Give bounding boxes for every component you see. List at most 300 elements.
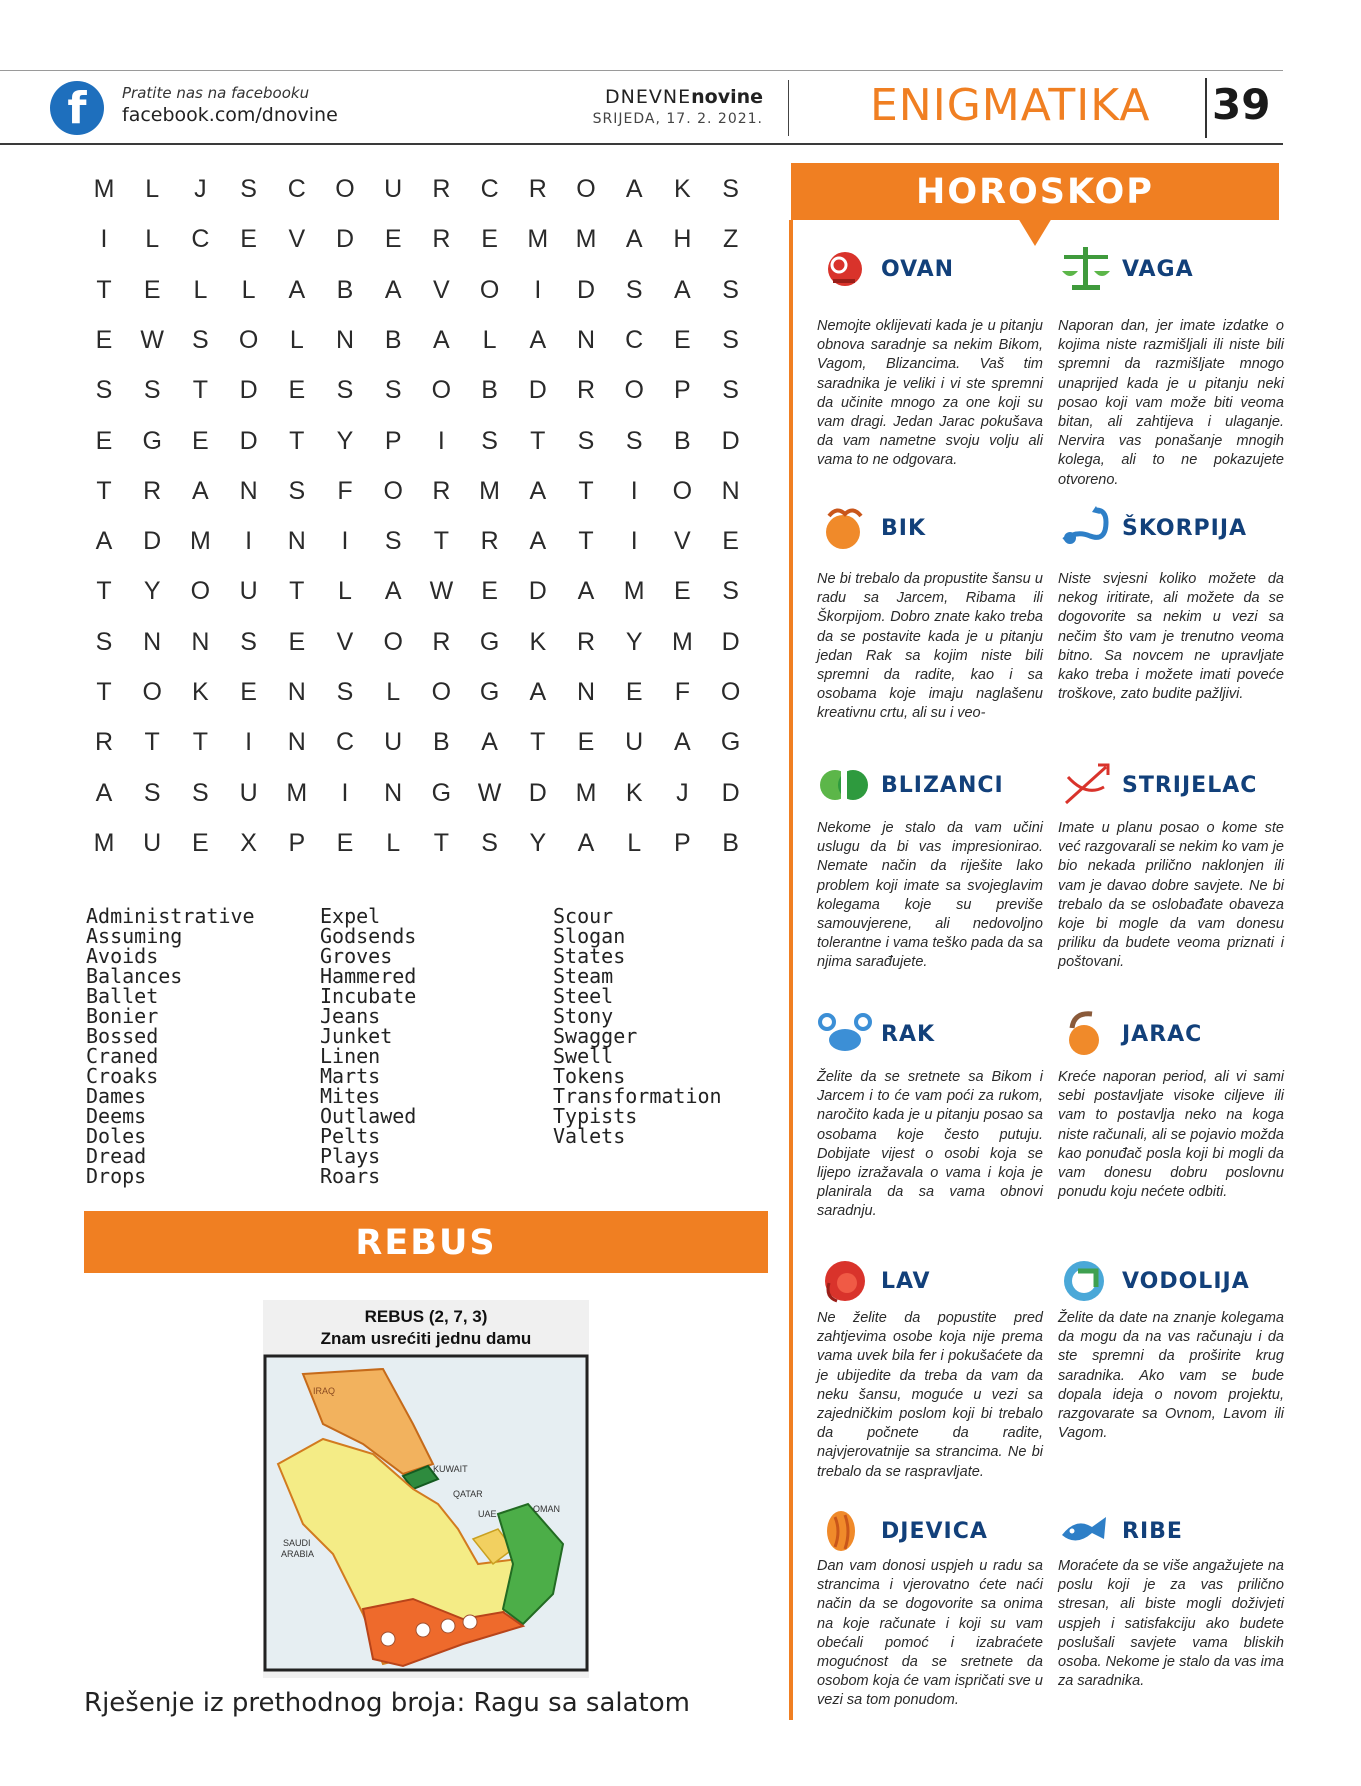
grid-letter: S bbox=[288, 476, 306, 505]
grid-letter: W bbox=[477, 778, 502, 807]
grid-letter: N bbox=[287, 678, 306, 706]
grid-letter: M bbox=[575, 225, 597, 254]
grid-letter: S bbox=[192, 778, 209, 807]
grid-letter: O bbox=[624, 376, 644, 405]
word-list-item: Groves bbox=[320, 944, 393, 968]
facebook-follow-text: Pratite nas na facebooku bbox=[122, 84, 310, 102]
grid-letter: E bbox=[95, 426, 113, 455]
grid-letter: C bbox=[335, 728, 355, 757]
grid-letter: A bbox=[674, 728, 691, 757]
grid-letter: U bbox=[239, 778, 258, 807]
grid-letter: F bbox=[674, 678, 691, 706]
sign-text: Dan vam donosi uspjeh u radu sa strancima i vjerovatno ćete naći način da se dogovorite sa onima na koje računate i koji su vam obećali pomoć i izabraćete mogućnost da se sretnete da osobom koja će vam ispričati sve u vezi sa tom ponudom. bbox=[817, 1558, 1043, 1709]
grid-letter: T bbox=[289, 426, 305, 455]
grid-letter: M bbox=[286, 778, 308, 807]
word-list-item: Bossed bbox=[86, 1024, 159, 1048]
word-list-item: Ballet bbox=[86, 984, 159, 1008]
word-list-item: Tokens bbox=[553, 1064, 626, 1088]
grid-letter: G bbox=[479, 678, 500, 706]
grid-letter: O bbox=[335, 175, 355, 203]
grid-letter: E bbox=[481, 225, 498, 254]
map-label-oman: OMAN bbox=[533, 1504, 560, 1514]
grid-letter: A bbox=[433, 325, 450, 354]
goat-icon bbox=[1056, 1006, 1116, 1062]
grid-letter: V bbox=[336, 627, 354, 656]
grid-letter: V bbox=[288, 225, 306, 254]
grid-letter: T bbox=[96, 476, 112, 505]
map-label-qatar: QATAR bbox=[453, 1489, 483, 1499]
header-bottom-rule bbox=[0, 143, 1283, 145]
grid-letter: B bbox=[336, 275, 354, 304]
grid-letter: L bbox=[193, 275, 208, 304]
word-list-item: Slogan bbox=[553, 924, 626, 948]
grid-row bbox=[84, 427, 764, 467]
grid-letter: N bbox=[576, 325, 596, 354]
grid-row bbox=[84, 527, 764, 567]
sign-text: Imate u planu posao o kome ste već razgovarali se nekim ko vam je bio nekada prilično naklonjen ili vam je davao dobre savjete. Ne bi trebalo da se oslobađate obaveza koje bi mogle da vam donesu priliku da budete veoma priznati i poštovani. bbox=[1058, 820, 1284, 971]
word-list-item: Outlawed bbox=[320, 1104, 417, 1128]
grid-letter: O bbox=[142, 678, 162, 706]
grid-letter: E bbox=[625, 678, 643, 706]
word-list-item: Dread bbox=[86, 1144, 147, 1168]
scorpion-icon bbox=[1056, 500, 1116, 556]
grid-letter: A bbox=[384, 275, 402, 304]
grid-letter: L bbox=[482, 325, 497, 354]
grid-letter: B bbox=[722, 828, 739, 857]
grid-letter: A bbox=[481, 728, 498, 757]
grid-letter: V bbox=[433, 275, 450, 304]
scales-icon bbox=[1056, 241, 1116, 297]
grid-letter: P bbox=[674, 828, 691, 857]
grid-letter: I bbox=[245, 527, 253, 556]
sign-name: RIBE bbox=[1122, 1519, 1183, 1544]
grid-letter: J bbox=[194, 175, 207, 203]
grid-letter: S bbox=[722, 175, 739, 203]
grid-letter: T bbox=[96, 577, 112, 606]
grid-letter: R bbox=[432, 225, 451, 254]
map-animal-marker bbox=[416, 1623, 430, 1637]
rebus-caption-line-2: Znam usrećiti jednu damu bbox=[320, 1329, 532, 1348]
grid-letter: A bbox=[288, 275, 306, 304]
word-list-item: States bbox=[553, 944, 626, 968]
grid-letter: D bbox=[528, 376, 547, 405]
grid-letter: T bbox=[289, 577, 305, 606]
grid-letter: E bbox=[577, 728, 595, 757]
grid-row bbox=[84, 577, 764, 617]
grid-letter: T bbox=[192, 728, 209, 757]
word-list-item: Swell bbox=[553, 1044, 614, 1068]
grid-letter: O bbox=[383, 627, 403, 656]
grid-letter: A bbox=[625, 175, 643, 203]
grid-row bbox=[84, 829, 764, 869]
header-divider bbox=[788, 80, 789, 136]
grid-letter: S bbox=[722, 376, 739, 405]
grid-letter: G bbox=[479, 627, 500, 656]
grid-letter: S bbox=[143, 376, 161, 405]
horoscope-heading: HOROSKOP bbox=[916, 172, 1154, 212]
word-list-item: Mites bbox=[320, 1084, 381, 1108]
grid-letter: A bbox=[192, 476, 209, 505]
header-top-rule bbox=[0, 70, 1283, 71]
grid-letter: O bbox=[238, 325, 259, 354]
ram-icon bbox=[815, 241, 875, 297]
grid-letter: O bbox=[576, 175, 596, 203]
grid-letter: O bbox=[431, 678, 452, 706]
grid-letter: U bbox=[625, 728, 644, 757]
sign-text: Želite da date na znanje kolegama da mogu da na vas računaju i da ste spremni da proširite krug saradnika. Ako vam se bude dopala ideja o novom projektu, razgovarate sa Ovnom, Lavom ili Vagom. bbox=[1058, 1310, 1284, 1442]
grid-letter: R bbox=[432, 175, 451, 203]
grid-row bbox=[84, 477, 764, 517]
grid-letter: T bbox=[433, 828, 450, 857]
grid-letter: T bbox=[192, 376, 209, 405]
grid-letter: S bbox=[625, 275, 643, 304]
grid-letter: P bbox=[288, 828, 306, 857]
grid-letter: M bbox=[623, 577, 645, 606]
grid-letter: P bbox=[674, 376, 691, 405]
grid-letter: S bbox=[240, 175, 257, 203]
word-list-item: Plays bbox=[320, 1144, 381, 1168]
sign-name: OVAN bbox=[881, 257, 955, 282]
grid-letter: I bbox=[341, 778, 349, 807]
grid-letter: E bbox=[336, 828, 354, 857]
word-list-item: Valets bbox=[553, 1124, 626, 1148]
grid-letter: I bbox=[534, 275, 542, 304]
grid-letter: L bbox=[386, 678, 401, 706]
word-list-item: Dames bbox=[86, 1084, 147, 1108]
grid-letter: A bbox=[529, 476, 547, 505]
word-list-item: Hammered bbox=[320, 964, 417, 988]
grid-letter: O bbox=[431, 376, 452, 405]
grid-row bbox=[84, 628, 764, 668]
map-animal-marker bbox=[381, 1632, 395, 1646]
grid-letter: E bbox=[288, 376, 306, 405]
word-list-item: Croaks bbox=[86, 1064, 159, 1088]
facebook-url-link[interactable]: facebook.com/dnovine bbox=[122, 104, 338, 126]
word-list-item: Pelts bbox=[320, 1124, 381, 1148]
grid-letter: S bbox=[722, 325, 739, 354]
grid-letter: R bbox=[576, 376, 596, 405]
grid-letter: S bbox=[384, 376, 402, 405]
grid-letter: R bbox=[576, 627, 596, 656]
grid-letter: T bbox=[530, 426, 546, 455]
grid-row bbox=[84, 326, 764, 366]
sign-name: BLIZANCI bbox=[881, 773, 1004, 798]
grid-letter: A bbox=[529, 325, 547, 354]
grid-letter: N bbox=[576, 678, 596, 706]
grid-letter: T bbox=[578, 527, 594, 556]
grid-letter: N bbox=[239, 476, 258, 505]
grid-letter: E bbox=[143, 275, 161, 304]
sign-text: Naporan dan, jer imate izdatke o kojima niste razmišljali ili niste bili spremni da razmišljate mnogo unaprijed kada je u pitanju neki posao koji vam može biti veoma bitan, ali zahtijeva i ulaganje. Nervira vas ponašanje mnogih kolega, ali to ne pokazujete otvoreno. bbox=[1058, 318, 1284, 488]
word-list-item: Administrative bbox=[86, 904, 255, 928]
grid-letter: L bbox=[289, 325, 304, 354]
grid-letter: A bbox=[577, 828, 595, 857]
grid-letter: S bbox=[481, 426, 498, 455]
grid-letter: D bbox=[143, 527, 162, 556]
grid-letter: L bbox=[338, 577, 352, 606]
grid-letter: E bbox=[240, 225, 257, 254]
grid-letter: S bbox=[240, 627, 257, 656]
word-list-item: Scour bbox=[553, 904, 614, 928]
grid-letter: M bbox=[575, 778, 597, 807]
grid-letter: A bbox=[625, 225, 643, 254]
word-list-item: Stony bbox=[553, 1004, 614, 1028]
grid-letter: T bbox=[96, 678, 112, 706]
map-label-kuwait: KUWAIT bbox=[433, 1464, 468, 1474]
grid-letter: O bbox=[720, 678, 741, 706]
word-list-item: Junket bbox=[320, 1024, 393, 1048]
virgo-icon bbox=[815, 1503, 875, 1559]
word-list-item: Expel bbox=[320, 904, 381, 928]
grid-letter: S bbox=[625, 426, 643, 455]
sign-name: ŠKORPIJA bbox=[1122, 516, 1248, 541]
word-list-item: Transformation bbox=[553, 1084, 722, 1108]
word-list-item: Avoids bbox=[86, 944, 159, 968]
grid-letter: S bbox=[192, 325, 209, 354]
lion-icon bbox=[815, 1253, 875, 1309]
grid-letter: O bbox=[190, 577, 211, 606]
grid-letter: D bbox=[576, 275, 596, 304]
sign-text: Ne želite da popustite pred zahtjevima osobe koja nije prema vama uvek bila fer i pokušaćete da je ubijedite da treba da vam da neku šansu, moguće u vezi sa zajedničkim poslom koji bi trebalo da počnete da radite, najvjerovatnije sa strancima. Ne bi trebalo da se raspravljate. bbox=[817, 1310, 1043, 1480]
grid-letter: K bbox=[625, 778, 643, 807]
grid-letter: R bbox=[432, 476, 451, 505]
grid-letter: N bbox=[335, 325, 355, 354]
grid-letter: M bbox=[527, 225, 549, 254]
grid-letter: E bbox=[674, 325, 691, 354]
word-list-item: Doles bbox=[86, 1124, 147, 1148]
grid-letter: S bbox=[577, 426, 595, 455]
grid-letter: T bbox=[530, 728, 546, 757]
word-list-item: Swagger bbox=[553, 1024, 638, 1048]
newspaper-brand: DNEVNEnovine bbox=[605, 86, 763, 108]
grid-letter: A bbox=[674, 275, 691, 304]
fish-icon bbox=[1056, 1503, 1116, 1559]
word-list-item: Jeans bbox=[320, 1004, 381, 1028]
sign-text: Nekome je stalo da vam učini uslugu da bi vas impresionirao. Nemate način da riješite lako problem koji imate sa svojeglavim kolegama koje su previše samouvjerene, ali nedovoljno tolerantne i vama teško pada da sa njima sarađujete. bbox=[817, 820, 1043, 971]
grid-letter: R bbox=[94, 728, 114, 757]
grid-letter: F bbox=[337, 476, 353, 505]
word-list-column-2 bbox=[320, 906, 416, 1186]
archer-icon bbox=[1056, 757, 1116, 813]
grid-letter: U bbox=[143, 828, 162, 857]
grid-letter: O bbox=[383, 476, 403, 505]
grid-letter: S bbox=[336, 376, 354, 405]
grid-letter: X bbox=[240, 828, 257, 857]
grid-letter: L bbox=[627, 828, 642, 857]
grid-letter: O bbox=[479, 275, 500, 304]
grid-letter: K bbox=[192, 678, 209, 706]
grid-letter: M bbox=[189, 527, 211, 556]
word-list-item: Steel bbox=[553, 984, 614, 1008]
grid-letter: D bbox=[721, 627, 740, 656]
word-list-item: Incubate bbox=[320, 984, 417, 1008]
grid-letter: B bbox=[481, 376, 498, 405]
grid-letter: A bbox=[95, 527, 113, 556]
grid-letter: T bbox=[96, 275, 112, 304]
grid-letter: J bbox=[676, 778, 689, 807]
map-animal-marker bbox=[463, 1615, 477, 1629]
grid-letter: W bbox=[429, 577, 454, 606]
word-list-item: Marts bbox=[320, 1064, 381, 1088]
grid-letter: Y bbox=[529, 828, 547, 857]
grid-letter: Y bbox=[625, 627, 643, 656]
section-title: ENIGMATIKA bbox=[870, 80, 1151, 131]
grid-letter: L bbox=[386, 828, 401, 857]
sign-text: Želite da se sretnete sa Bikom i Jarcem i to će vam poći za rukom, naročito kada je u pitanju posao sa osobama koje često putuju. Dobijate vijest o osobi koja se lijepo izražavala o vama i koja je planirala da sa vama obnovi saradnju. bbox=[817, 1069, 1043, 1220]
grid-letter: K bbox=[674, 175, 691, 203]
grid-letter: D bbox=[239, 376, 258, 405]
map-label-uae: UAE bbox=[478, 1509, 497, 1519]
sign-name: BIK bbox=[881, 516, 927, 541]
grid-letter: G bbox=[142, 426, 162, 455]
grid-letter: Z bbox=[722, 225, 739, 254]
grid-letter: S bbox=[95, 376, 113, 405]
sign-text: Nemojte oklijevati kada je u pitanju obnova saradnje sa nekim Bikom, Vagom, Blizancima. Vaš tim saradnika je veliki i vi ste spremni da učinite mnogo za one koji su vam dragi. Jedan Jarac pokušava da vam nametne svoju volju ali vama to ne odgovara. bbox=[817, 318, 1043, 469]
grid-letter: T bbox=[433, 527, 450, 556]
grid-letter: M bbox=[93, 175, 115, 203]
grid-letter: N bbox=[143, 627, 162, 656]
grid-letter: N bbox=[191, 627, 210, 656]
grid-letter: D bbox=[528, 577, 547, 606]
facebook-icon[interactable]: f bbox=[50, 81, 104, 135]
grid-letter: I bbox=[341, 527, 349, 556]
word-list-item: Assuming bbox=[86, 924, 183, 948]
grid-letter: T bbox=[144, 728, 160, 757]
grid-letter: U bbox=[384, 728, 403, 757]
grid-letter: E bbox=[288, 627, 306, 656]
grid-letter: M bbox=[479, 476, 500, 505]
word-list-item: Craned bbox=[86, 1044, 159, 1068]
grid-letter: E bbox=[384, 225, 402, 254]
rebus-heading: REBUS bbox=[355, 1223, 497, 1263]
sign-name: VODOLIJA bbox=[1122, 1269, 1250, 1294]
rebus-heading-bar bbox=[84, 1211, 768, 1273]
grid-letter: D bbox=[335, 225, 355, 254]
grid-letter: S bbox=[143, 778, 161, 807]
grid-letter: U bbox=[239, 577, 258, 606]
grid-letter: M bbox=[671, 627, 693, 656]
grid-letter: I bbox=[245, 728, 253, 757]
sign-name: LAV bbox=[881, 1269, 931, 1294]
grid-letter: N bbox=[384, 778, 403, 807]
grid-letter: C bbox=[625, 325, 644, 354]
grid-letter: S bbox=[336, 678, 354, 706]
grid-letter: R bbox=[480, 527, 499, 556]
grid-row bbox=[84, 779, 764, 819]
grid-letter: C bbox=[287, 175, 306, 203]
grid-letter: S bbox=[722, 275, 739, 304]
grid-letter: R bbox=[528, 175, 547, 203]
word-list-item: Roars bbox=[320, 1164, 381, 1188]
grid-letter: E bbox=[722, 527, 739, 556]
horoscope-side-rule bbox=[789, 220, 793, 1720]
grid-letter: C bbox=[480, 175, 499, 203]
grid-letter: R bbox=[432, 627, 451, 656]
horoscope-heading-bar bbox=[791, 163, 1279, 220]
twins-icon bbox=[815, 757, 875, 813]
sign-name: VAGA bbox=[1122, 257, 1194, 282]
grid-row bbox=[84, 376, 764, 416]
grid-letter: P bbox=[384, 426, 402, 455]
word-list-item: Balances bbox=[86, 964, 183, 988]
grid-letter: D bbox=[239, 426, 258, 455]
word-list-item: Steam bbox=[553, 964, 614, 988]
sign-name: STRIJELAC bbox=[1122, 773, 1258, 798]
sign-text: Moraćete da se više angažujete na poslu koji je za vas prilično stresan, ali biste mogli doživjeti uspjeh i satisfakciju ako budete poslušali savjete vama bliskih osoba. Nekome je stalo da vas ima za saradnika. bbox=[1058, 1558, 1284, 1690]
grid-row bbox=[84, 678, 764, 718]
grid-letter: N bbox=[287, 527, 306, 556]
word-list-item: Typists bbox=[553, 1104, 638, 1128]
grid-letter: W bbox=[140, 325, 164, 354]
word-list-item: Bonier bbox=[86, 1004, 159, 1028]
grid-row bbox=[84, 175, 764, 215]
map-label-saudi: SAUDI bbox=[283, 1538, 311, 1548]
sign-text: Niste svjesni koliko možete da nekog iritirate, ali možete da se dogovorite sa nekim u vezi sa nečim što vam je trenutno veoma bitno. Sa novcem ne upravljate kako treba i možete imati poveće troškove, zato budite pažljivi. bbox=[1058, 571, 1284, 703]
grid-letter: A bbox=[529, 527, 547, 556]
page-number-divider bbox=[1205, 78, 1207, 138]
word-list-column-1 bbox=[86, 906, 255, 1186]
grid-letter: B bbox=[674, 426, 691, 455]
grid-letter: T bbox=[578, 476, 594, 505]
word-list-item: Godsends bbox=[320, 924, 417, 948]
grid-letter: H bbox=[673, 225, 692, 254]
grid-letter: I bbox=[630, 476, 638, 505]
grid-letter: E bbox=[240, 678, 257, 706]
rebus-caption bbox=[263, 1306, 589, 1350]
grid-letter: U bbox=[384, 175, 403, 203]
grid-letter: I bbox=[100, 225, 108, 254]
map-animal-marker bbox=[441, 1619, 455, 1633]
grid-letter: V bbox=[674, 527, 691, 556]
grid-letter: K bbox=[529, 627, 547, 656]
grid-letter: E bbox=[95, 325, 113, 354]
grid-letter: N bbox=[721, 476, 740, 505]
sign-name: RAK bbox=[881, 1022, 936, 1047]
word-list-item: Deems bbox=[86, 1104, 147, 1128]
grid-row bbox=[84, 276, 764, 316]
horoscope-heading-pointer bbox=[1018, 218, 1052, 246]
sign-text: Kreće naporan period, ali vi sami sebi postavljate visoke ciljeve ili vam to postavlja neko na koga niste računali, ali se pojavio možda kao ponuđač posla koji bi mogli da vam donesu dobru poslovnu ponudu koju nećete odbiti. bbox=[1058, 1069, 1284, 1201]
sign-name: JARAC bbox=[1122, 1022, 1203, 1047]
grid-letter: A bbox=[384, 577, 402, 606]
grid-letter: G bbox=[431, 778, 452, 807]
word-list-item: Drops bbox=[86, 1164, 147, 1188]
grid-letter: A bbox=[529, 678, 547, 706]
sign-text: Ne bi trebalo da propustite šansu u radu sa Jarcem, Ribama ili Škorpijom. Dobro znate kako treba da se postavite kada je u pitanju jedan Rak sa kojim niste bili spremni da radite, kao i sa osobama koje imaju naglašenu kreativnu crtu, ali su i veo- bbox=[817, 571, 1043, 722]
grid-letter: E bbox=[481, 577, 498, 606]
grid-letter: Y bbox=[143, 577, 161, 606]
grid-letter: D bbox=[721, 778, 740, 807]
sign-name: DJEVICA bbox=[881, 1519, 988, 1544]
grid-letter: G bbox=[720, 728, 741, 757]
word-list-column-3 bbox=[553, 906, 722, 1146]
grid-letter: S bbox=[384, 527, 402, 556]
grid-letter: A bbox=[95, 778, 113, 807]
grid-letter: L bbox=[145, 175, 160, 203]
grid-letter: N bbox=[287, 728, 306, 757]
grid-letter: E bbox=[674, 577, 691, 606]
grid-letter: S bbox=[722, 577, 739, 606]
grid-row bbox=[84, 728, 764, 768]
grid-letter: L bbox=[241, 275, 256, 304]
grid-letter: I bbox=[630, 527, 638, 556]
issue-date: SRIJEDA, 17. 2. 2021. bbox=[592, 111, 763, 127]
grid-letter: D bbox=[721, 426, 740, 455]
grid-letter: S bbox=[481, 828, 498, 857]
grid-row bbox=[84, 225, 764, 265]
bull-icon bbox=[815, 500, 875, 556]
rebus-caption-line-1: REBUS (2, 7, 3) bbox=[364, 1307, 488, 1326]
